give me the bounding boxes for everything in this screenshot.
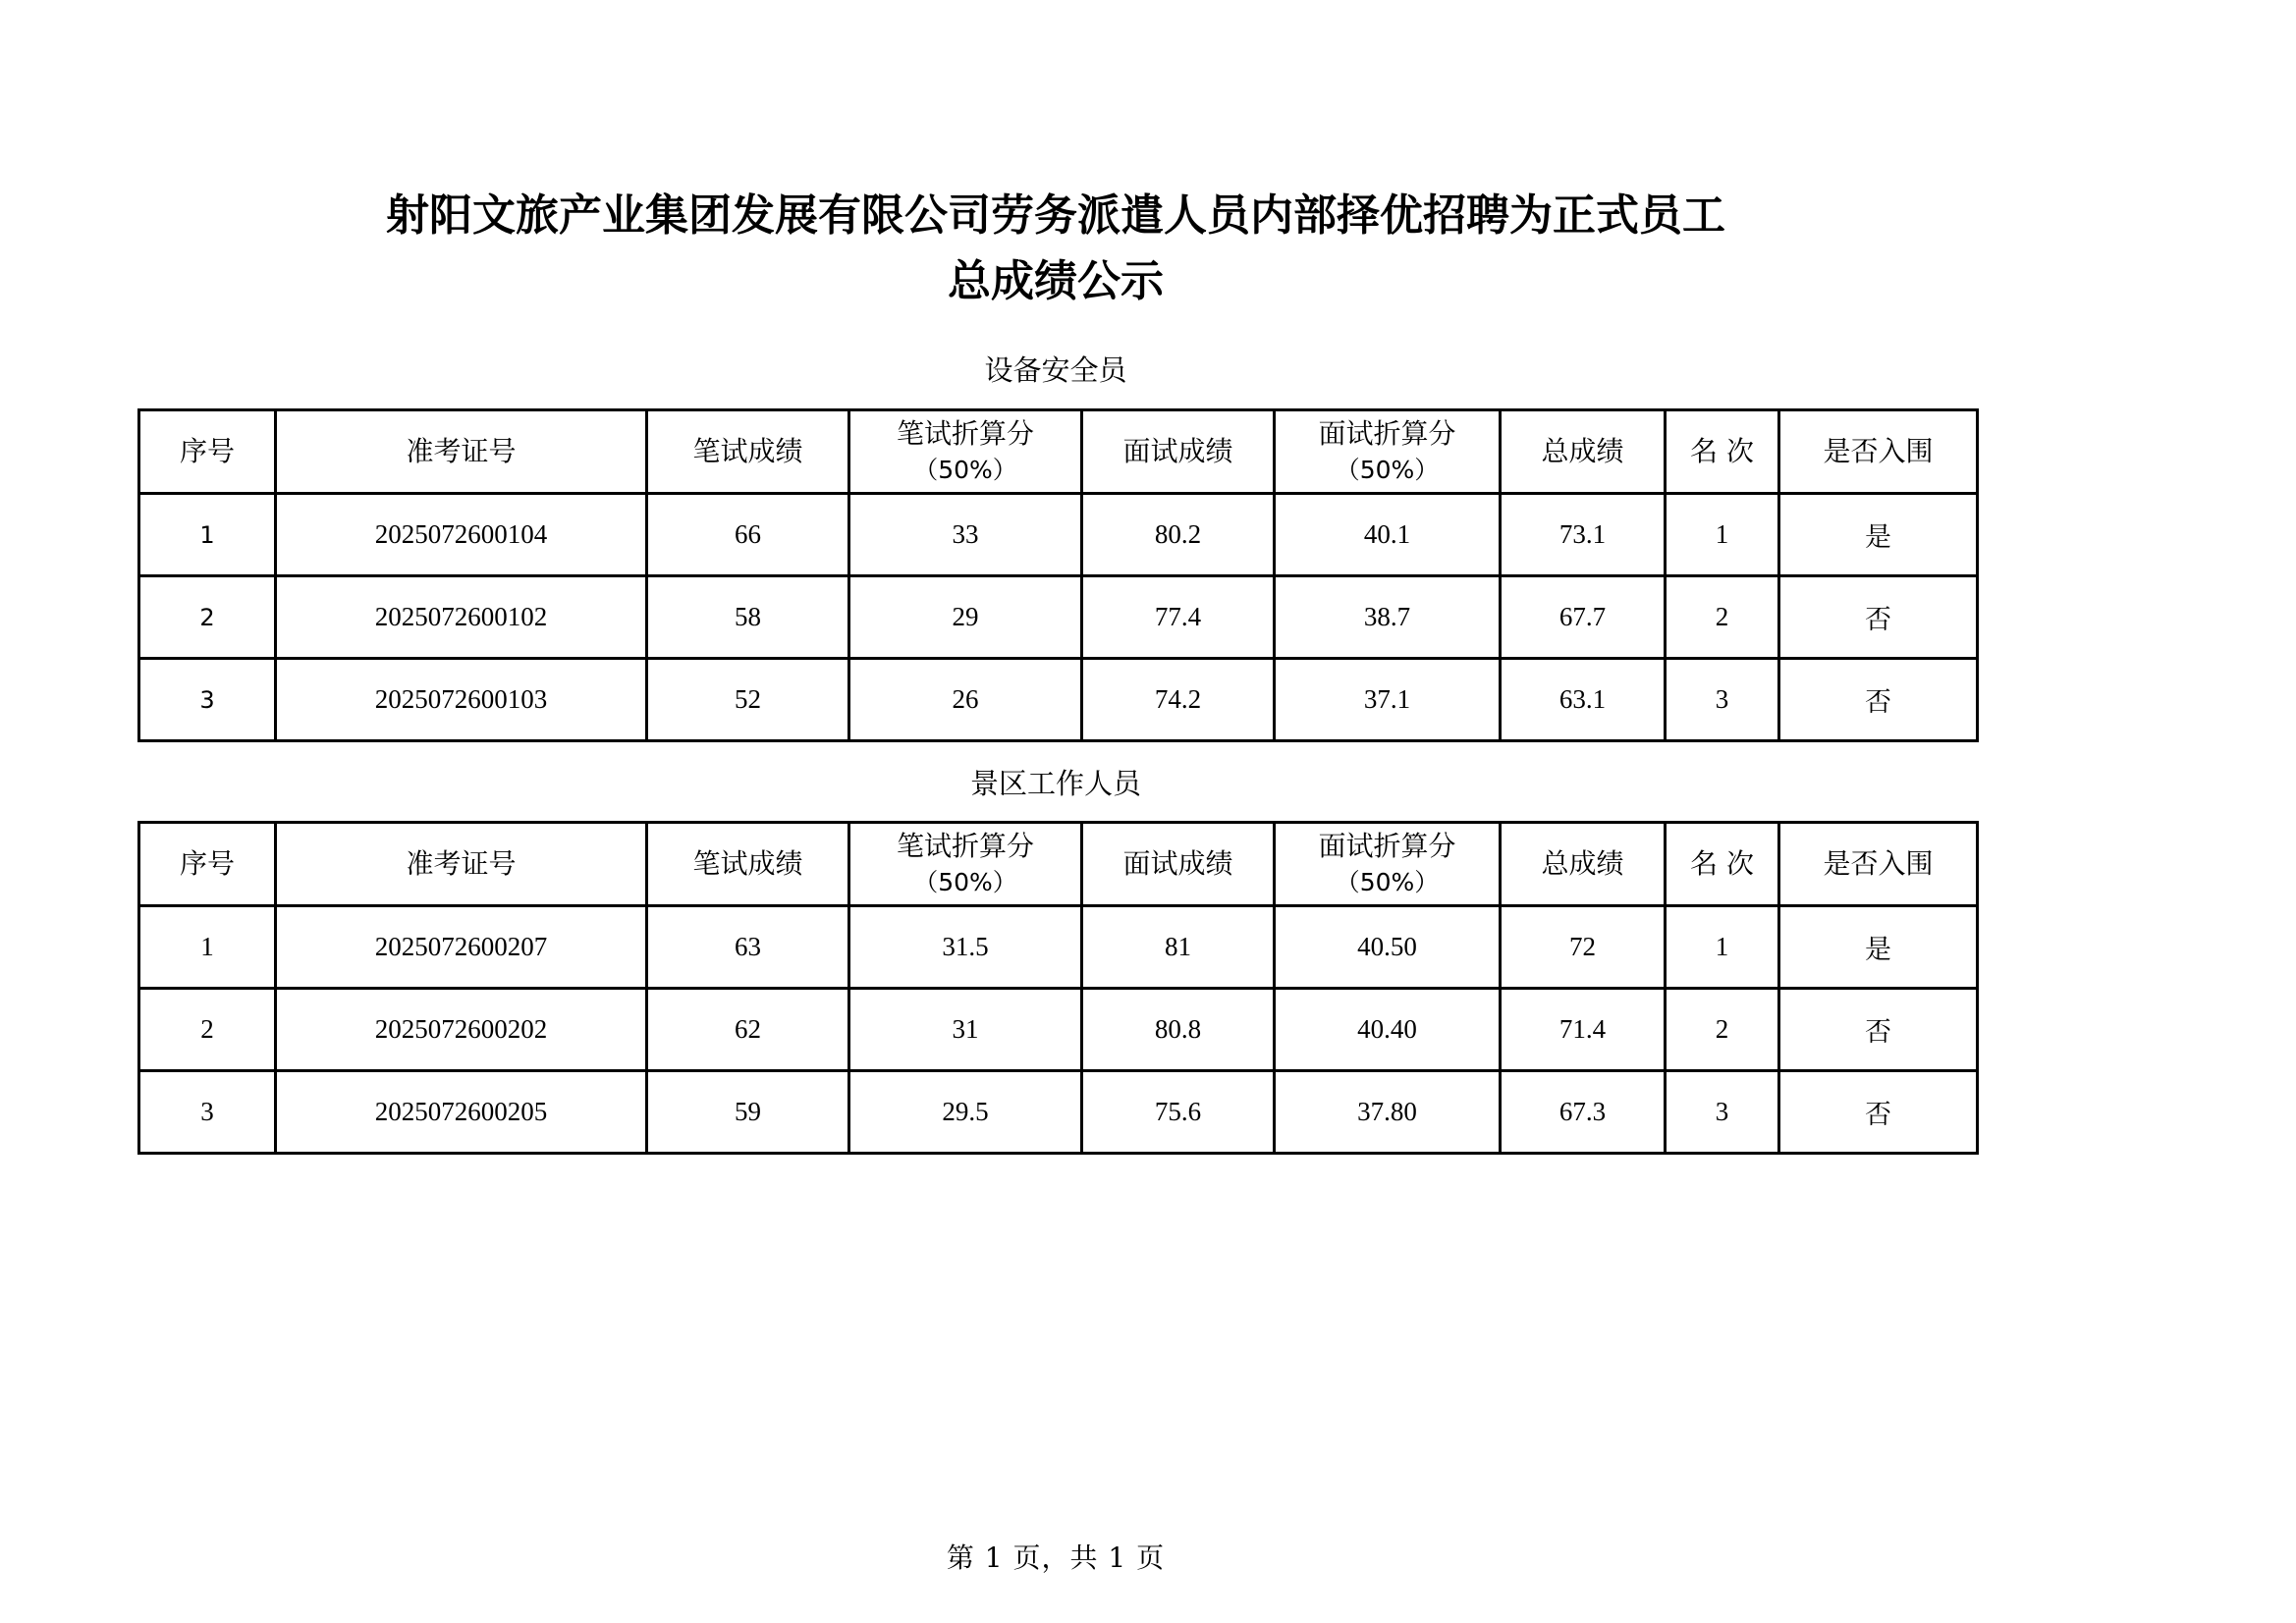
- cell-exam-id: 2025072600102: [276, 576, 647, 659]
- cell-rank: 1: [1666, 494, 1779, 576]
- header-written-converted: 笔试折算分 （50%）: [849, 410, 1082, 494]
- table-header-row: [139, 410, 1978, 494]
- cell-interview-score: 80.8: [1082, 989, 1275, 1071]
- header-rank: 名 次: [1666, 823, 1779, 906]
- cell-rank: 2: [1666, 576, 1779, 659]
- cell-interview-converted: 40.40: [1275, 989, 1501, 1071]
- cell-written-converted: 26: [849, 659, 1082, 741]
- cell-interview-converted: 40.1: [1275, 494, 1501, 576]
- cell-interview-score: 74.2: [1082, 659, 1275, 741]
- section-title-equipment-safety: 设备安全员: [984, 353, 1127, 387]
- cell-written-score: 62: [647, 989, 849, 1071]
- table-row: [139, 659, 1978, 741]
- table-row: [139, 1071, 1978, 1154]
- header-total-score: 总成绩: [1501, 410, 1666, 494]
- header-interview-score: 面试成绩: [1082, 410, 1275, 494]
- table-row: [139, 906, 1978, 989]
- header-total-score: 总成绩: [1501, 823, 1666, 906]
- cell-written-converted: 31.5: [849, 906, 1082, 989]
- cell-written-converted: 29: [849, 576, 1082, 659]
- header-written-converted: 笔试折算分 （50%）: [849, 823, 1082, 906]
- header-interview-converted: 面试折算分 （50%）: [1275, 823, 1501, 906]
- cell-rank: 3: [1666, 659, 1779, 741]
- cell-total-score: 72: [1501, 906, 1666, 989]
- score-table-equipment-safety: [137, 408, 1979, 742]
- table-row: [139, 989, 1978, 1071]
- header-shortlisted: 是否入围: [1779, 823, 1978, 906]
- header-shortlisted: 是否入围: [1779, 410, 1978, 494]
- table-header-row: [139, 823, 1978, 906]
- header-exam-id: 准考证号: [276, 410, 647, 494]
- header-rank: 名 次: [1666, 410, 1779, 494]
- cell-seq: 2: [139, 989, 276, 1071]
- cell-written-converted: 29.5: [849, 1071, 1082, 1154]
- cell-written-score: 59: [647, 1071, 849, 1154]
- document-title: 射阳文旅产业集团发展有限公司劳务派遣人员内部择优招聘为正式员工: [386, 190, 1725, 241]
- cell-interview-converted: 37.80: [1275, 1071, 1501, 1154]
- cell-rank: 2: [1666, 989, 1779, 1071]
- cell-exam-id: 2025072600207: [276, 906, 647, 989]
- cell-total-score: 67.7: [1501, 576, 1666, 659]
- header-seq: 序号: [139, 410, 276, 494]
- cell-written-converted: 33: [849, 494, 1082, 576]
- cell-interview-score: 81: [1082, 906, 1275, 989]
- cell-rank: 1: [1666, 906, 1779, 989]
- cell-interview-score: 75.6: [1082, 1071, 1275, 1154]
- page-indicator: 第 1 页，共 1 页: [946, 1542, 1166, 1574]
- cell-written-converted: 31: [849, 989, 1082, 1071]
- cell-written-score: 52: [647, 659, 849, 741]
- section-title-scenic-staff: 景区工作人员: [969, 767, 1141, 800]
- cell-shortlisted: 否: [1779, 576, 1978, 659]
- cell-seq: 1: [139, 906, 276, 989]
- cell-exam-id: 2025072600202: [276, 989, 647, 1071]
- header-seq: 序号: [139, 823, 276, 906]
- cell-interview-converted: 37.1: [1275, 659, 1501, 741]
- header-interview-score: 面试成绩: [1082, 823, 1275, 906]
- cell-shortlisted: 否: [1779, 989, 1978, 1071]
- cell-shortlisted: 否: [1779, 659, 1978, 741]
- cell-shortlisted: 是: [1779, 494, 1978, 576]
- cell-exam-id: 2025072600205: [276, 1071, 647, 1154]
- cell-interview-converted: 40.50: [1275, 906, 1501, 989]
- cell-written-score: 66: [647, 494, 849, 576]
- cell-shortlisted: 是: [1779, 906, 1978, 989]
- cell-exam-id: 2025072600104: [276, 494, 647, 576]
- cell-shortlisted: 否: [1779, 1071, 1978, 1154]
- cell-total-score: 63.1: [1501, 659, 1666, 741]
- cell-interview-score: 80.2: [1082, 494, 1275, 576]
- cell-rank: 3: [1666, 1071, 1779, 1154]
- cell-seq: 1: [139, 494, 276, 576]
- cell-total-score: 73.1: [1501, 494, 1666, 576]
- document-subtitle: 总成绩公示: [948, 256, 1164, 306]
- cell-seq: 3: [139, 1071, 276, 1154]
- score-table-scenic-staff: [137, 821, 1979, 1155]
- table-row: [139, 494, 1978, 576]
- cell-interview-score: 77.4: [1082, 576, 1275, 659]
- table-row: [139, 576, 1978, 659]
- cell-total-score: 67.3: [1501, 1071, 1666, 1154]
- header-interview-converted: 面试折算分 （50%）: [1275, 410, 1501, 494]
- cell-written-score: 58: [647, 576, 849, 659]
- header-written-score: 笔试成绩: [647, 410, 849, 494]
- header-exam-id: 准考证号: [276, 823, 647, 906]
- cell-seq: 3: [139, 659, 276, 741]
- cell-interview-converted: 38.7: [1275, 576, 1501, 659]
- header-written-score: 笔试成绩: [647, 823, 849, 906]
- cell-seq: 2: [139, 576, 276, 659]
- cell-total-score: 71.4: [1501, 989, 1666, 1071]
- cell-written-score: 63: [647, 906, 849, 989]
- cell-exam-id: 2025072600103: [276, 659, 647, 741]
